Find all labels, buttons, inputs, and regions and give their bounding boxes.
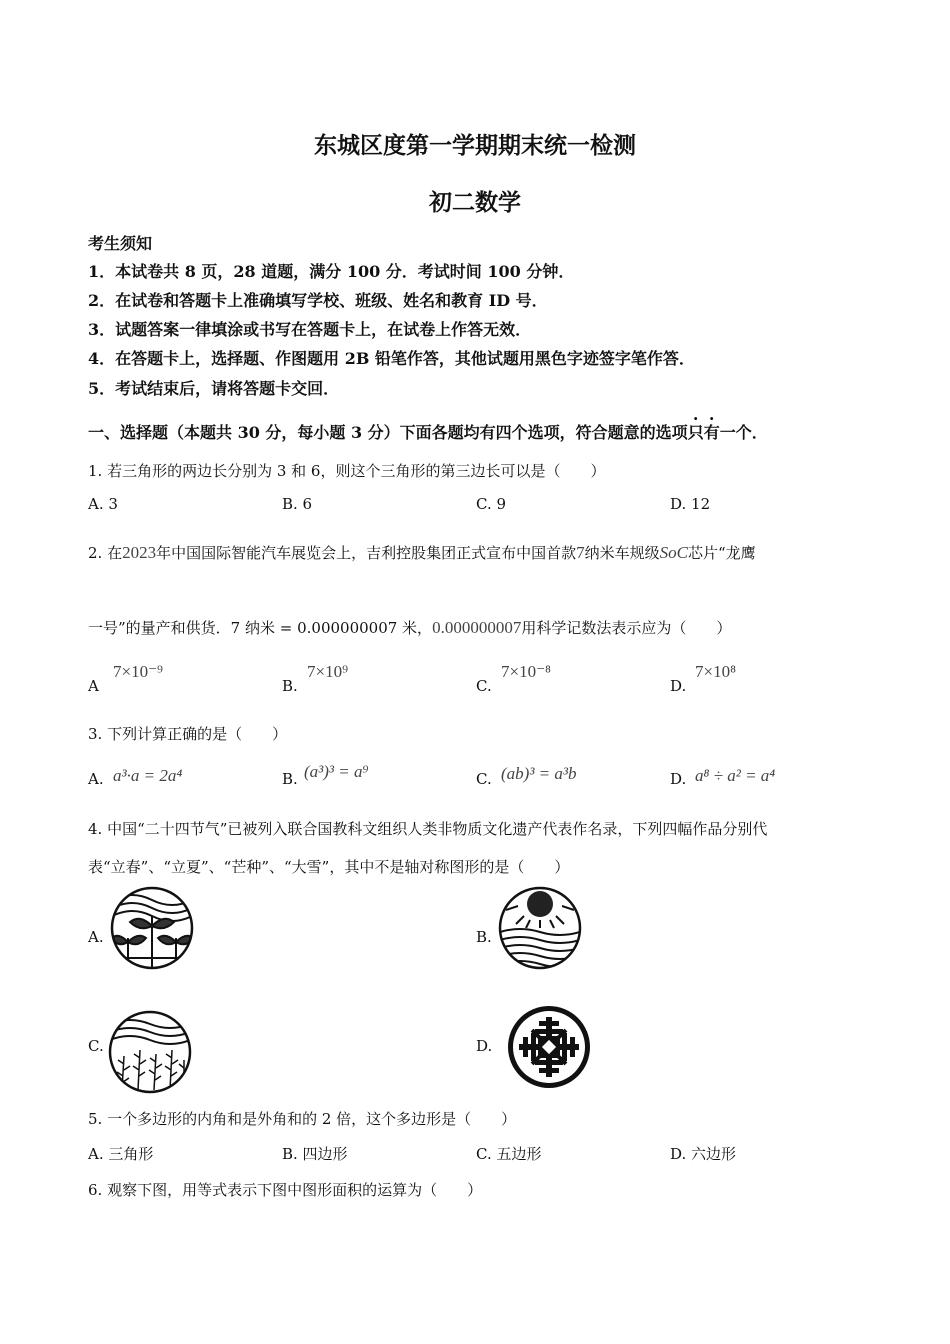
emphasis-char: 只 <box>687 423 704 442</box>
q2-option-b-label: B. <box>282 677 298 695</box>
q2-option-d-value: 7×10⁸ <box>695 662 737 681</box>
notice-item: 2．在试卷和答题卡上准确填写学校、班级、姓名和教育 ID 号． <box>88 291 548 310</box>
q1-option-c: C. 9 <box>476 495 507 513</box>
q2-text: 用科学记数法表示应为（ ） <box>521 619 732 637</box>
q2-option-d-label: D. <box>670 677 687 695</box>
daxue-snowflake-icon <box>506 1004 592 1090</box>
section-heading <box>88 420 768 443</box>
q2-option-c-value: 7×10⁻⁸ <box>501 662 551 681</box>
q5-option-b: B. 四边形 <box>282 1145 348 1163</box>
q3-option-d-label: D. <box>670 770 687 788</box>
question-3-stem: 3. 下列计算正确的是（ ） <box>88 725 288 743</box>
notice-item: 4．在答题卡上，选择题、作图题用 2B 铅笔作答，其他试题用黑色字迹签字笔作答． <box>88 349 695 368</box>
q2-text: 芯片“龙鹰 <box>687 544 756 562</box>
page-title: 东城区度第一学期期末统一检测 <box>314 132 636 159</box>
q2-year: 2023 <box>122 543 157 562</box>
q2-soc: SoC <box>659 543 688 562</box>
q3-option-a-label: A. <box>88 770 104 788</box>
q2-number: 0.000000007 <box>432 618 522 637</box>
q4-option-b-label: B. <box>476 928 492 946</box>
q5-option-c: C. 五边形 <box>476 1145 542 1163</box>
q3-option-c-label: C. <box>476 770 492 788</box>
q1-option-a: A. 3 <box>88 495 118 513</box>
q3-option-c-value: (ab)³ = a³b <box>501 764 577 783</box>
question-4-line-2: 表“立春”、“立夏”、“芒种”、“大雪”，其中不是轴对称图形的是（ ） <box>88 858 570 876</box>
q3-option-a-value: a³·a = 2a⁴ <box>113 766 183 785</box>
q1-option-b: B. 6 <box>282 495 313 513</box>
q4-option-d-label: D. <box>476 1037 493 1055</box>
question-1-stem: 1. 若三角形的两边长分别为 3 和 6，则这个三角形的第三边长可以是（ ） <box>88 462 606 480</box>
q3-option-b-value: (a³)³ = a⁹ <box>304 762 369 781</box>
question-6-stem: 6. 观察下图，用等式表示下图中图形面积的运算为（ ） <box>88 1181 483 1199</box>
q4-option-c-label: C. <box>88 1037 104 1055</box>
q2-option-c-label: C. <box>476 677 492 695</box>
section-heading-text: 一、选择题（本题共 30 分，每小题 3 分）下面各题均有四个选项，符合题意的选项 <box>88 423 688 442</box>
lixia-summer-icon <box>496 886 584 970</box>
q2-option-b-value: 7×10⁹ <box>307 662 349 681</box>
q3-option-d-value: a⁸ ÷ a² = a⁴ <box>695 766 776 785</box>
q2-text: 2. 在 <box>88 544 123 562</box>
emphasis-char: 有 <box>703 423 720 442</box>
q5-option-d: D. 六边形 <box>670 1145 737 1163</box>
notice-item: 1．本试卷共 8 页，28 道题，满分 100 分．考试时间 100 分钟． <box>88 262 575 281</box>
q2-option-a-label: A <box>88 677 99 695</box>
q5-option-a: A. 三角形 <box>88 1145 154 1163</box>
q2-option-a-value: 7×10⁻⁹ <box>113 662 163 681</box>
notice-heading: 考生须知 <box>88 234 153 253</box>
q2-number: 7 <box>576 543 585 562</box>
q2-text: 一号”的量产和供货． <box>88 619 231 637</box>
lichun-spring-icon <box>108 886 196 970</box>
question-5-stem: 5. 一个多边形的内角和是外角和的 2 倍，这个多边形是（ ） <box>88 1110 517 1128</box>
notice-item: 3．试题答案一律填涂或书写在答题卡上，在试卷上作答无效． <box>88 320 532 339</box>
question-2-line-1 <box>88 542 756 563</box>
q1-option-d: D. 12 <box>670 495 711 513</box>
page-subtitle: 初二数学 <box>429 189 521 216</box>
q4-option-a-label: A. <box>88 928 104 946</box>
q3-option-b-label: B. <box>282 770 298 788</box>
q2-text: 纳米车规级 <box>584 544 660 562</box>
question-4-line-1: 4. 中国“二十四节气”已被列入联合国教科文组织人类非物质文化遗产代表作名录，下列四幅作品分别代 <box>88 820 768 838</box>
section-heading-tail: 一个． <box>719 423 768 442</box>
mangzhong-grain-icon <box>106 1010 194 1094</box>
question-2-line-2 <box>88 617 731 638</box>
q2-equation: 7 纳米 = 0.000000007 米， <box>230 619 433 637</box>
q2-text: 年中国国际智能汽车展览会上，吉利控股集团正式宣布中国首款 <box>156 544 577 562</box>
notice-item: 5．考试结束后，请将答题卡交回． <box>88 379 340 398</box>
